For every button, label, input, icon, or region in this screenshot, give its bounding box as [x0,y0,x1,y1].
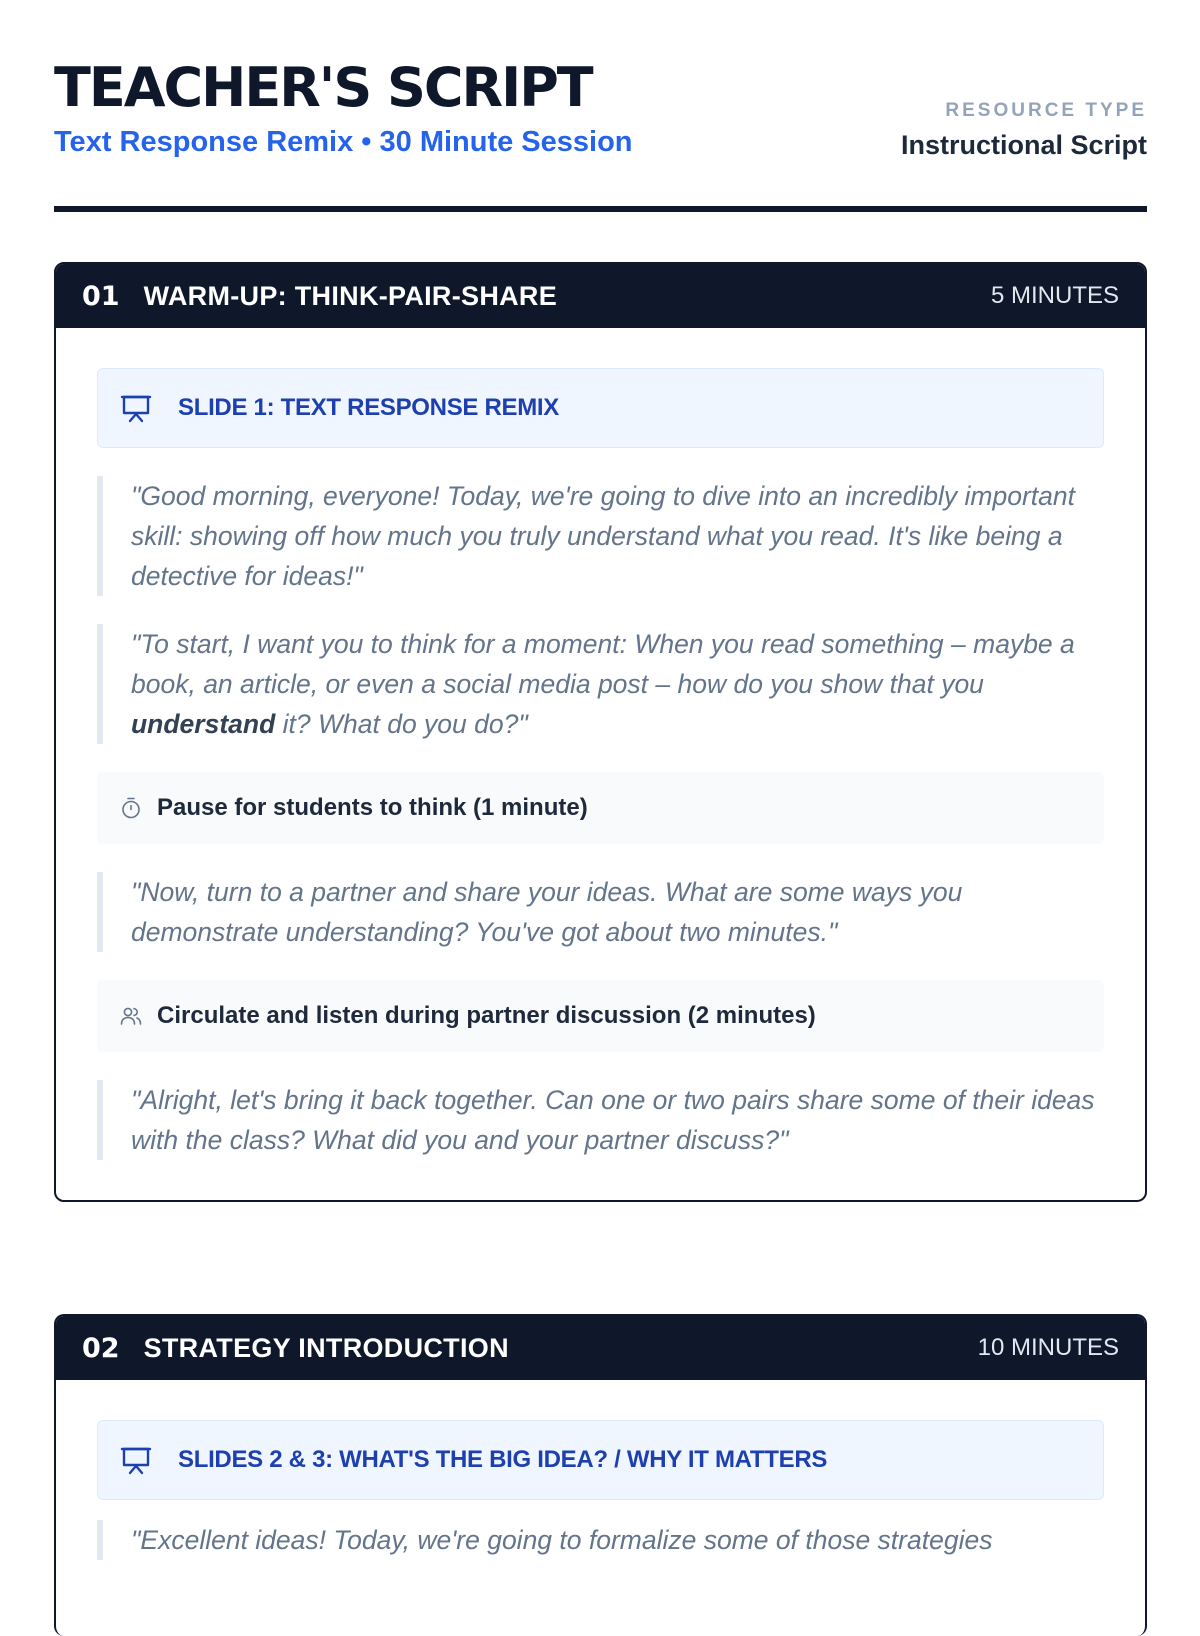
section-number: 01 [82,280,120,312]
section-number: 02 [82,1332,120,1364]
section-title: STRATEGY INTRODUCTION [143,1332,509,1363]
document-header [54,58,1147,214]
script-quote [97,624,1104,744]
document-subtitle: Text Response Remix • 30 Minute Session [54,126,633,158]
presentation-icon [120,1444,152,1476]
teacher-note [97,772,1104,844]
document-title: TEACHER'S SCRIPT [54,56,592,119]
section-duration: 5 MINUTES [990,282,1119,309]
presentation-icon [120,392,152,424]
script-quote: "Excellent ideas! Today, we're going to formalize some of those strategies [97,1520,1104,1560]
users-icon [119,1004,143,1028]
quote-emphasis: understand [131,709,276,739]
note-text: Circulate and listen during partner discussion (2 minutes) [157,1002,816,1029]
script-quote: "Now, turn to a partner and share your ideas. What are some ways you demonstrate understanding? You've got about two minutes." [97,872,1104,952]
slide-callout [97,1420,1104,1500]
section-header [56,1316,1145,1380]
resource-type-value: Instructional Script [900,130,1147,160]
header-divider [54,206,1147,212]
slide-callout [97,368,1104,448]
section-strategy-introduction [54,1314,1147,1636]
section-warm-up [54,262,1147,1202]
quote-text: it? What do you do?" [275,709,528,739]
script-quote: "Good morning, everyone! Today, we're going to dive into an incredibly important skill: showing off how much you truly understand what you read. It's like being a detective for ideas!" [97,476,1104,596]
script-quote: "Alright, let's bring it back together. Can one or two pairs share some of their ideas with the class? What did you and your partner discuss?" [97,1080,1104,1160]
teacher-note [97,980,1104,1052]
quote-text: "To start, I want you to think for a moment: When you read something – maybe a book, an article, or even a social media post – how do you show that you [131,629,1075,699]
section-duration: 10 MINUTES [977,1334,1119,1361]
resource-type-label: RESOURCE TYPE [945,100,1147,121]
note-text: Pause for students to think (1 minute) [157,794,588,821]
stopwatch-icon [119,796,143,820]
section-title: WARM-UP: THINK-PAIR-SHARE [143,280,558,311]
section-body [56,328,1145,1200]
slide-label: SLIDE 1: TEXT RESPONSE REMIX [178,394,560,421]
section-body [56,1380,1145,1600]
slide-label: SLIDES 2 & 3: WHAT'S THE BIG IDEA? / WHY IT MATTERS [178,1446,828,1473]
section-header [56,264,1145,328]
